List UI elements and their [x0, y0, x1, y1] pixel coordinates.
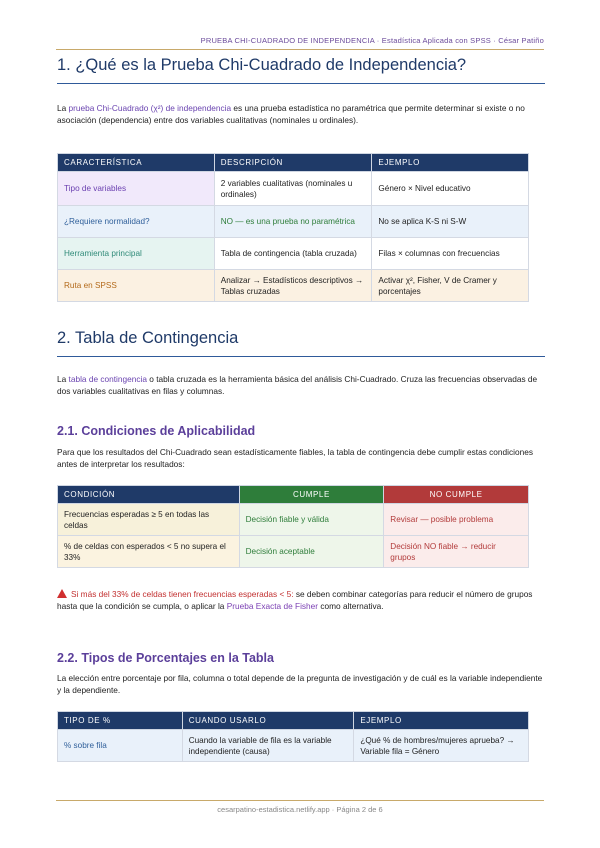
table-cell: Decisión aceptable — [239, 536, 384, 568]
section22-title: 2.2. Tipos de Porcentajes en la Tabla — [57, 651, 274, 665]
table-cell: Decisión fiable y válida — [239, 504, 384, 536]
table-cell: Género × Nivel educativo — [372, 172, 529, 206]
table-cell: Decisión NO fiable → reducir grupos — [384, 536, 529, 568]
table-header: EJEMPLO — [372, 154, 529, 172]
table-row — [58, 206, 529, 238]
table-header: CUANDO USARLO — [182, 712, 354, 730]
table-header: TIPO DE % — [58, 712, 183, 730]
contingency-table-link[interactable]: tabla de contingencia — [68, 374, 147, 384]
table-cell: Cuando la variable de fila es la variable independiente (causa) — [182, 730, 354, 762]
section1-intro: La prueba Chi-Cuadrado (χ²) de independencia es una prueba estadística no paramétrica que permite determinar si existe o no asociación (dependencia) entre dos variables cualitativas (nominales u ordinales). — [57, 103, 525, 125]
table-header: NO CUMPLE — [384, 486, 529, 504]
table-cell: % de celdas con esperados < 5 no supera el 33% — [58, 536, 240, 568]
fisher-test-link[interactable]: Prueba Exacta de Fisher — [226, 601, 319, 611]
table-cell: Frecuencias esperadas ≥ 5 en todas las celdas — [58, 504, 240, 536]
page-footer: cesarpatino-estadistica.netlify.app · Página 2 de 6 — [56, 800, 544, 814]
chi-square-link[interactable]: prueba Chi-Cuadrado (χ²) de independencia — [68, 103, 232, 113]
section22-intro: La elección entre porcentaje por fila, columna o total depende de la pregunta de investigación y de cuál es la variable independiente y la dependiente. — [57, 673, 543, 695]
table-header: CONDICIÓN — [58, 486, 240, 504]
table-header: EJEMPLO — [354, 712, 529, 730]
table-cell: Revisar — posible problema — [384, 504, 529, 536]
table-cell: Herramienta principal — [58, 238, 215, 270]
table-header: CUMPLE — [239, 486, 384, 504]
table-row — [58, 536, 529, 568]
table-cell: Tabla de contingencia (tabla cruzada) — [214, 238, 372, 270]
table-row — [58, 172, 529, 206]
table-row — [58, 730, 529, 762]
conditions-table — [57, 485, 529, 568]
section21-title: 2.1. Condiciones de Aplicabilidad — [57, 424, 256, 438]
table-cell: No se aplica K-S ni S-W — [372, 206, 529, 238]
section2-title: 2. Tabla de Contingencia — [57, 329, 545, 357]
table-cell: Filas × columnas con frecuencias — [372, 238, 529, 270]
section21-intro: Para que los resultados del Chi-Cuadrado sean estadísticamente fiables, la tabla de contingencia debe cumplir estas condiciones antes de interpretar los resultados: — [57, 447, 533, 469]
table-cell: % sobre fila — [58, 730, 183, 762]
table-cell: Analizar → Estadísticos descriptivos → Tablas cruzadas — [214, 270, 372, 302]
section2-intro: La tabla de contingencia o tabla cruzada es la herramienta básica del análisis Chi-Cuadrado. Cruza las frecuencias observadas de dos variables cualitativas en filas y columnas. — [57, 374, 538, 396]
warning-note: Si más del 33% de celdas tienen frecuencias esperadas < 5: se deben combinar categorías para reducir el número de grupos hasta que la condición se cumpla, o aplicar la Prueba Exacta de Fisher como alternativa. — [57, 589, 533, 611]
table-header: CARACTERÍSTICA — [58, 154, 215, 172]
table-cell: Tipo de variables — [58, 172, 215, 206]
table-cell: 2 variables cualitativas (nominales u ordinales) — [214, 172, 372, 206]
table-cell: NO — es una prueba no paramétrica — [214, 206, 372, 238]
section1-title: 1. ¿Qué es la Prueba Chi-Cuadrado de Independencia? — [57, 56, 545, 84]
table-cell: Activar χ², Fisher, V de Cramer y porcentajes — [372, 270, 529, 302]
table-cell: Ruta en SPSS — [58, 270, 215, 302]
warning-icon — [57, 589, 67, 598]
table-row — [58, 270, 529, 302]
table-cell: ¿Requiere normalidad? — [58, 206, 215, 238]
percentages-table — [57, 711, 529, 762]
table-row — [58, 238, 529, 270]
characteristics-table — [57, 153, 529, 302]
running-header: PRUEBA CHI-CUADRADO DE INDEPENDENCIA · Estadística Aplicada con SPSS · César Patiño — [56, 36, 544, 50]
table-cell: ¿Qué % de hombres/mujeres aprueba? → Variable fila = Género — [354, 730, 529, 762]
table-row — [58, 504, 529, 536]
table-header: DESCRIPCIÓN — [214, 154, 372, 172]
